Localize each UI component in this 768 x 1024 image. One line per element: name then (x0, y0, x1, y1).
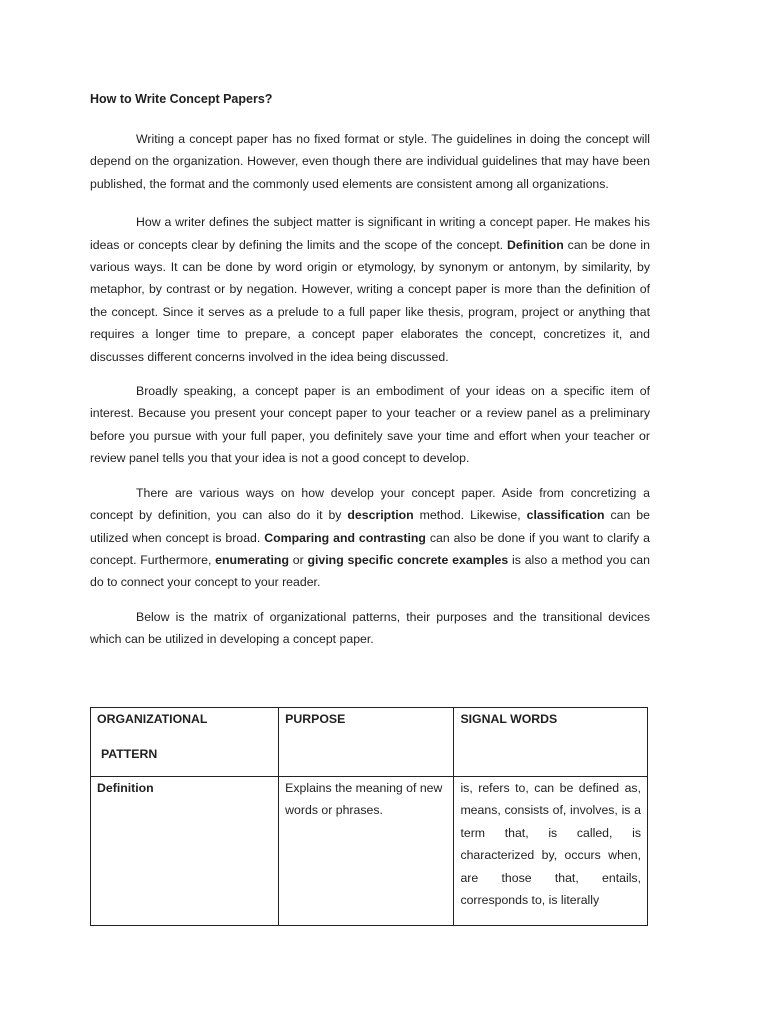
text-segment: Writing a concept paper has no fixed format or style. The guidelines in doing the concept will depend on the organization. However, even though there are individual guidelines that may have been published, the format and the commonly used elements are consistent among all organizations. (90, 132, 650, 191)
text-segment: Below is the matrix of organizational patterns, their purposes and the transitional devices which can be utilized in developing a concept paper. (90, 609, 650, 647)
table-header-row (91, 708, 648, 777)
text-segment: is also a method you can do to connect your concept to your reader. (90, 552, 650, 590)
text-segment: How a writer defines the subject matter is significant in writing a concept paper. He makes his ideas or concepts clear by defining the limits and the scope of the concept. (90, 215, 650, 252)
table-row (91, 777, 648, 926)
document-body (90, 128, 650, 651)
text-segment: can also be done if you want to clarify a concept. Furthermore, (90, 530, 650, 567)
paragraph (90, 128, 650, 195)
paragraph (90, 482, 650, 594)
header-pattern-line1: ORGANIZATIONAL (97, 712, 208, 726)
text-segment: There are various ways on how develop your concept paper. Aside from concretizing a concept by definition, you can also do it by (90, 485, 650, 523)
header-cell-purpose: PURPOSE (279, 708, 454, 777)
document-page (90, 88, 650, 663)
bold-term: classification (526, 508, 605, 523)
cell-purpose: Explains the meaning of new words or phrases. (279, 777, 454, 926)
bold-term: Comparing and contrasting (264, 530, 426, 545)
header-cell-signal-words: SIGNAL WORDS (454, 708, 648, 777)
bold-term: giving specific concrete examples (307, 552, 509, 567)
cell-signal-words: is, refers to, can be defined as, means, consists of, involves, is a term that, is called, is characterized by, occurs when, are those that, entails, corresponds to, is literally (454, 777, 648, 926)
paragraph (90, 606, 650, 651)
text-segment: can be done in various ways. It can be done by word origin or etymology, by synonym or antonym, by similarity, by metaphor, by contrast or by negation. However, writing a concept paper is more than the definition of the concept. Since it serves as a prelude to a full paper like thesis, program, project or anything that requires a longer time to prepare, a concept paper elaborates the concept, concretizes it, and discusses different concerns involved in the idea being discussed. (90, 237, 650, 364)
paragraph (90, 380, 650, 470)
bold-term: description (347, 508, 414, 523)
document-title: How to Write Concept Papers? (90, 92, 273, 106)
text-segment: can be utilized when concept is broad. (90, 508, 650, 545)
text-segment: Broadly speaking, a concept paper is an embodiment of your ideas on a specific item of interest. Because you present your concept paper to your teacher or a review panel as a preliminary before you pursue with your full paper, you definitely save your time and effort when your teacher or review panel tells you that your idea is not a good concept to develop. (90, 384, 650, 466)
paragraph (90, 211, 650, 368)
text-segment: or (288, 552, 308, 567)
bold-term: Definition (507, 237, 564, 252)
bold-term: enumerating (215, 552, 289, 567)
cell-pattern: Definition (91, 777, 279, 926)
organizational-patterns-table (90, 707, 648, 926)
text-segment: method. Likewise, (413, 508, 527, 523)
header-cell-pattern (91, 708, 279, 777)
header-pattern-line2: PATTERN (101, 747, 158, 762)
